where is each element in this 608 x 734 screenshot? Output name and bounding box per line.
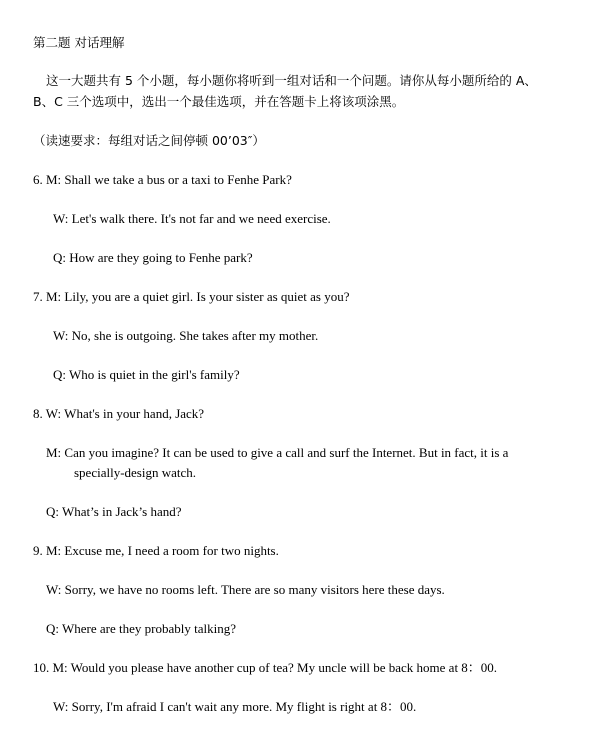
q10-man-line: 10. M: Would you please have another cup of tea? My uncle will be back home at 8：00. [33, 660, 498, 675]
instruction-line-1: 这一大题共有 5 个小题，每小题你将听到一组对话和一个问题。请你从每小题所给的 A、 [46, 73, 537, 88]
q8-man-line-1: M: Can you imagine? It can be used to give a call and surf the Internet. But in fact, it is a [46, 445, 509, 460]
q7-question-line: Q: Who is quiet in the girl's family? [53, 367, 240, 382]
q7-woman-line: W: No, she is outgoing. She takes after my mother. [53, 328, 319, 343]
q6-question-line: Q: How are they going to Fenhe park? [53, 250, 253, 265]
q6-woman-line: W: Let's walk there. It's not far and we need exercise. [53, 211, 331, 226]
q6-man-line: 6. M: Shall we take a bus or a taxi to Fenhe Park? [33, 172, 292, 187]
q9-woman-line: W: Sorry, we have no rooms left. There are so many visitors here these days. [46, 582, 445, 597]
q8-man-line-2: specially-design watch. [74, 465, 197, 480]
q9-man-line: 9. M: Excuse me, I need a room for two nights. [33, 543, 279, 558]
q8-question-line: Q: What’s in Jack’s hand? [46, 504, 182, 519]
reading-note: （读速要求：每组对话之间停顿 00’03″） [33, 133, 265, 148]
q7-man-line: 7. M: Lily, you are a quiet girl. Is your sister as quiet as you? [33, 289, 350, 304]
q10-woman-line: W: Sorry, I'm afraid I can't wait any more. My flight is right at 8：00. [53, 699, 417, 714]
instruction-line-2: B、C 三个选项中，选出一个最佳选项，并在答题卡上将该项涂黑。 [33, 94, 405, 109]
q9-question-line: Q: Where are they probably talking? [46, 621, 236, 636]
q8-woman-line: 8. W: What's in your hand, Jack? [33, 406, 205, 421]
section-title: 第二题 对话理解 [33, 35, 125, 50]
